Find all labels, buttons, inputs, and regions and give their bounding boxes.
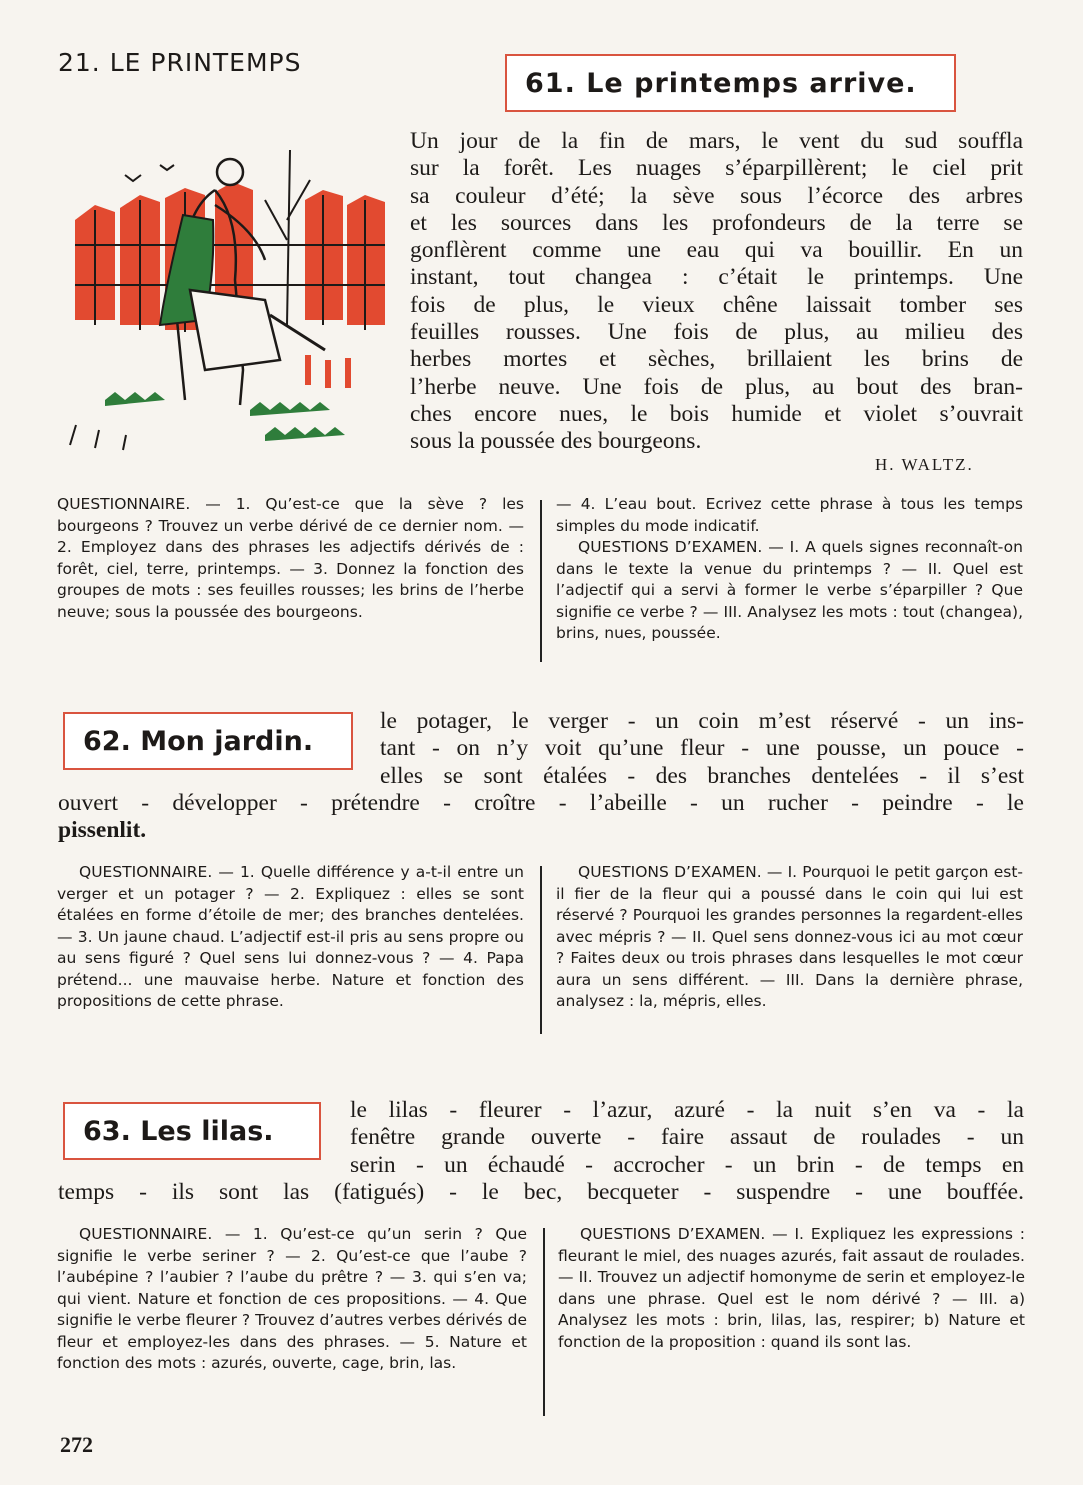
lesson-63-title: 63. Les lilas. xyxy=(63,1102,321,1160)
lesson-63-exam-questions: QUESTIONS D’EXAMEN. — I. Expliquez les expressions : fleurant le miel, des nuages azurés, fait assaut de roulades. — II. Trouvez un adjectif homonyme de serin et employez-le dans une phrase. Quel est le nom dérivé ? — III. a) Analysez les mots : brin, lilas, las, respirer; b) Nature et fonction de la proposition : quand ils sont las. xyxy=(558,1225,1025,1351)
lesson-63-text xyxy=(58,1097,1024,1206)
author-signature: H. WALTZ. xyxy=(875,455,974,474)
text-line: elles se sont étalées - des branches dentelées - il s’est xyxy=(380,762,1024,789)
lesson-61-text xyxy=(410,128,1023,456)
text-line: sa couleur d’été; la sève sous l’écorce des arbres xyxy=(410,182,1023,209)
text-line: ches encore nues, le bois humide et violet s’ouvrait xyxy=(410,400,1023,427)
column-divider xyxy=(543,1228,545,1416)
lesson-61-exam-questions: QUESTIONS D’EXAMEN. — I. A quels signes reconnaît-on dans le texte la venue du printemps ? — II. Quel est l’adjectif qui a servi à former le verbe s’éparpiller ? Que signifie ce verbe ? — III. Analysez les mots : tout (changea), brins, nues, poussée. xyxy=(556,538,1023,642)
lesson-62-text xyxy=(58,708,1024,844)
lesson-61-right-column xyxy=(556,494,1023,645)
text-line: et les sources dans les profondeurs de la terre se xyxy=(410,209,1023,236)
page-number: 272 xyxy=(60,1432,93,1457)
text-line: tant - on n’y voit qu’une fleur - une pousse, un pouce - xyxy=(380,735,1024,762)
lesson-61-question-4: — 4. L’eau bout. Ecrivez cette phrase à tous les temps simples du mode indicatif. xyxy=(556,495,1023,535)
chapter-title: 21. LE PRINTEMPS xyxy=(58,48,302,77)
gardener-illustration xyxy=(65,150,400,455)
text-line: gonflèrent comme une eau qui va bouillir. En un xyxy=(410,237,1023,264)
lesson-61-title: 61. Le printemps arrive. xyxy=(505,54,956,112)
column-divider xyxy=(540,866,542,1034)
text-line: sous la poussée des bourgeons. xyxy=(410,428,702,455)
lesson-62-questionnaire: QUESTIONNAIRE. — 1. Quelle différence y a-t-il entre un verger et un potager ? — 2. Expliquez : elles se sont étalées en forme d’étoile de mer; des branches dentelées. — 3. Un jaune chaud. L’adjectif est-il pris au sens propre ou au sens figuré ? Quel sens lui donnez-vous ? — 4. Papa prétend... une mauvaise herbe. Nature et fonction des propositions de cette phrase. xyxy=(57,863,524,1010)
lesson-63-questionnaire: QUESTIONNAIRE. — 1. Qu’est-ce qu’un serin ? Que signifie le verbe seriner ? — 2. Qu’est-ce que l’aube ? l’aubépine ? l’aubier ? l’aube du prêtre ? — 3. qui s’en va; qui vient. Nature et fonction de ces propositions. — 4. Que signifie le verbe fleurer ? Trouvez d’autres verbes dérivés de fleur et employez-les dans des phrases. — 5. Nature et fonction des mots : azurés, ouverte, cage, brin, las. xyxy=(57,1225,527,1372)
text-line: le potager, le verger - un coin m’est réservé - un ins- xyxy=(380,708,1024,734)
text-line: pissenlit. xyxy=(58,817,147,844)
lesson-62-exam-questions: QUESTIONS D’EXAMEN. — I. Pourquoi le petit garçon est-il fier de la fleur qui a poussé dans le coin qui lui est réservé ? Pourquoi les grandes personnes la regardent-elles avec mépris ? — II. Quel sens donnez-vous ici au mot cœur ? Faites deux ou trois phrases dans lesquelles le mot cœur aura un sens différent. — III. Dans la dernière phrase, analysez : la, mépris, elles. xyxy=(556,863,1023,1010)
text-line: temps - ils sont las (fatigués) - le bec, becqueter - suspendre - une bouffée. xyxy=(58,1178,1024,1205)
text-line: ouvert - développer - prétendre - croître - l’abeille - un rucher - peindre - le xyxy=(58,789,1024,816)
text-line: fois de plus, le vieux chêne laissait tomber ses xyxy=(410,291,1023,318)
text-line: Un jour de la fin de mars, le vent du sud souffla xyxy=(410,128,1023,154)
text-line: l’herbe neuve. Une fois de plus, au bout des bran- xyxy=(410,373,1023,400)
text-line: fenêtre grande ouverte - faire assaut de roulades - un xyxy=(350,1124,1024,1151)
lesson-61-questionnaire: QUESTIONNAIRE. — 1. Qu’est-ce que la sève ? les bourgeons ? Trouvez un verbe dérivé de ce dernier nom. — 2. Employez dans des phrases les adjectifs dérivés de : forêt, ciel, terre, printemps. — 3. Donnez la fonction des groupes de mots : ses feuilles rousses; les brins de l’herbe neuve; sous la poussée des bourgeons. xyxy=(57,495,524,621)
column-divider xyxy=(540,500,542,662)
text-line: le lilas - fleurer - l’azur, azuré - la nuit s’en va - la xyxy=(350,1097,1024,1123)
text-line: feuilles rousses. Une fois de plus, au milieu des xyxy=(410,319,1023,346)
text-line: sur la forêt. Les nuages s’éparpillèrent; le ciel prit xyxy=(410,155,1023,182)
text-line: serin - un échaudé - accrocher - un brin - de temps en xyxy=(350,1151,1024,1178)
lesson-62-title: 62. Mon jardin. xyxy=(63,712,353,770)
text-line: herbes mortes et sèches, brillaient les brins de xyxy=(410,346,1023,373)
text-line: instant, tout changea : c’était le printemps. Une xyxy=(410,264,1023,291)
